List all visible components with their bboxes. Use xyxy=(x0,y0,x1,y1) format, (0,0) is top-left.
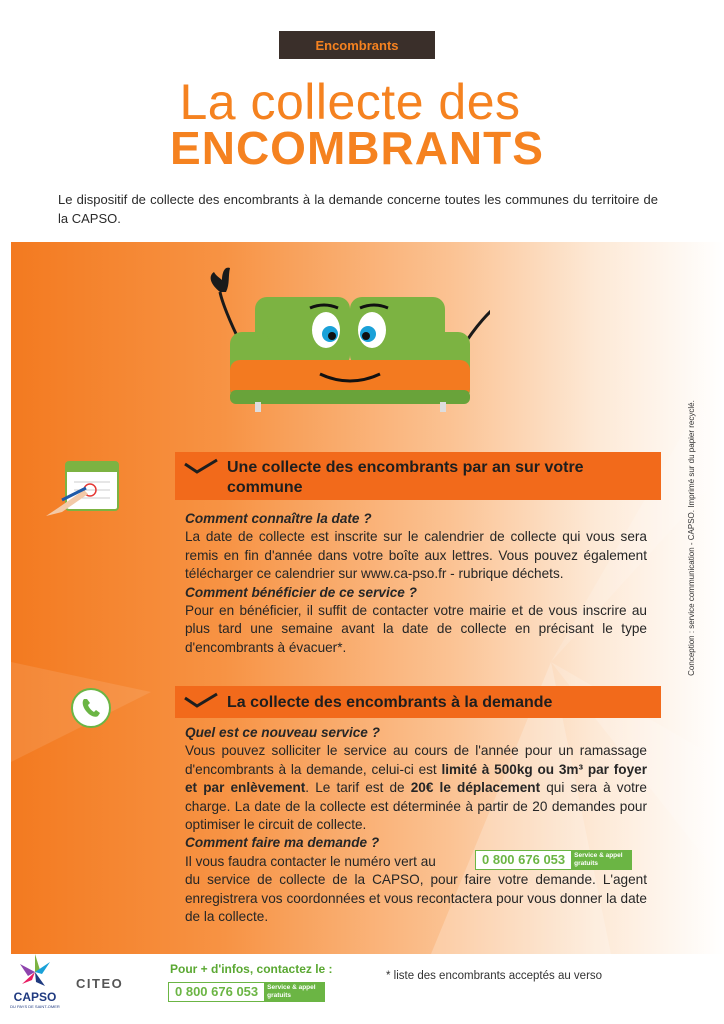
capso-subtitle: DU PAYS DE SAINT-OMER xyxy=(10,1004,60,1009)
phone-service-label: Service & appel gratuits xyxy=(264,983,324,1001)
section1-header-band xyxy=(175,452,661,500)
section1-body xyxy=(185,510,647,657)
citeo-logo: CITEO xyxy=(76,976,124,991)
section-tag: Encombrants xyxy=(279,31,435,59)
checkmark-icon xyxy=(183,458,219,474)
green-number-inline[interactable] xyxy=(475,850,632,870)
checkmark-icon xyxy=(183,692,219,708)
section2-answer1-text: Vous pouvez solliciter le service au cours de l'année pour un ramassage d'encombrants à la demande, celui-ci est xyxy=(185,743,647,777)
section2-title: La collecte des encombrants à la demande xyxy=(227,694,553,711)
phone-icon xyxy=(71,688,111,728)
capso-logo-icon xyxy=(10,952,60,992)
section2-answer1 xyxy=(185,742,647,834)
section2-answer1-limit: limité à 500kg ou 3m³ par foyer et par enlèvement xyxy=(185,761,648,796)
section2-answer2-line1: Il vous faudra contacter le numéro vert au xyxy=(185,853,436,869)
calendar-pen-icon xyxy=(44,456,124,532)
section2-body xyxy=(185,724,647,926)
section2-question1: Quel est ce nouveau service ? xyxy=(185,725,380,740)
section2-question2: Comment faire ma demande ? xyxy=(185,835,380,851)
footnote: * liste des encombrants acceptés au verso xyxy=(386,970,603,982)
section1-question1: Comment connaître la date ? xyxy=(185,511,372,526)
section2-answer2: du service de collecte de la CAPSO, pour faire votre demande. L'agent enregistrera vos coordonnées et vous recontactera pour vous donner la date de la collecte. xyxy=(185,872,647,925)
intro-paragraph: Le dispositif de collecte des encombrants à la demande concerne toutes les communes du territoire de la CAPSO. xyxy=(58,192,658,226)
capso-name: CAPSO xyxy=(13,990,57,1004)
contact-label: Pour + d'infos, contactez le : xyxy=(170,962,333,976)
section1-title xyxy=(227,458,584,498)
green-number-footer[interactable] xyxy=(168,982,325,1002)
section2-answer1-text2: . Le tarif est de xyxy=(305,780,411,796)
phone-service-label: Service & appel gratuits xyxy=(571,851,631,869)
section2-answer1-price: 20€ le déplacement xyxy=(410,780,541,796)
section1-answer1: La date de collecte est inscrite sur le calendrier de collecte qui vous sera remis en fin d'année dans votre boîte aux lettres. Vous pouvez également télécharger ce calendrier sur www.ca-pso.fr - rubrique déchets. xyxy=(185,529,647,582)
section1-title-line1: Une collecte des encombrants par an sur votre xyxy=(227,459,584,476)
section1-question2: Comment bénéficier de ce service ? xyxy=(185,584,417,600)
page-title-line1: La collecte des xyxy=(179,74,521,130)
section1-title-line2: commune xyxy=(227,479,303,496)
page-title-line2: ENCOMBRANTS xyxy=(170,122,544,174)
section2-answer1-text3: qui sera à votre charge. La date de la collecte est déterminée à partir de 20 demandes pour optimiser le circuit de collecte. xyxy=(185,780,647,833)
phone-number: 0 800 676 053 xyxy=(482,852,566,867)
sofa-mascot-illustration xyxy=(200,262,490,422)
section1-answer2: Pour en bénéficier, il suffit de contacter votre mairie et de vous inscrire au plus tard une semaine avant la date de collecte en précisant le type d'encombrants à évacuer*. xyxy=(185,603,647,655)
phone-number: 0 800 676 053 xyxy=(175,984,259,999)
section2-header-band xyxy=(175,686,661,718)
credits-vertical-note: Conception : service communication - CAPSO. Imprimé sur du papier recyclé. xyxy=(687,400,696,676)
